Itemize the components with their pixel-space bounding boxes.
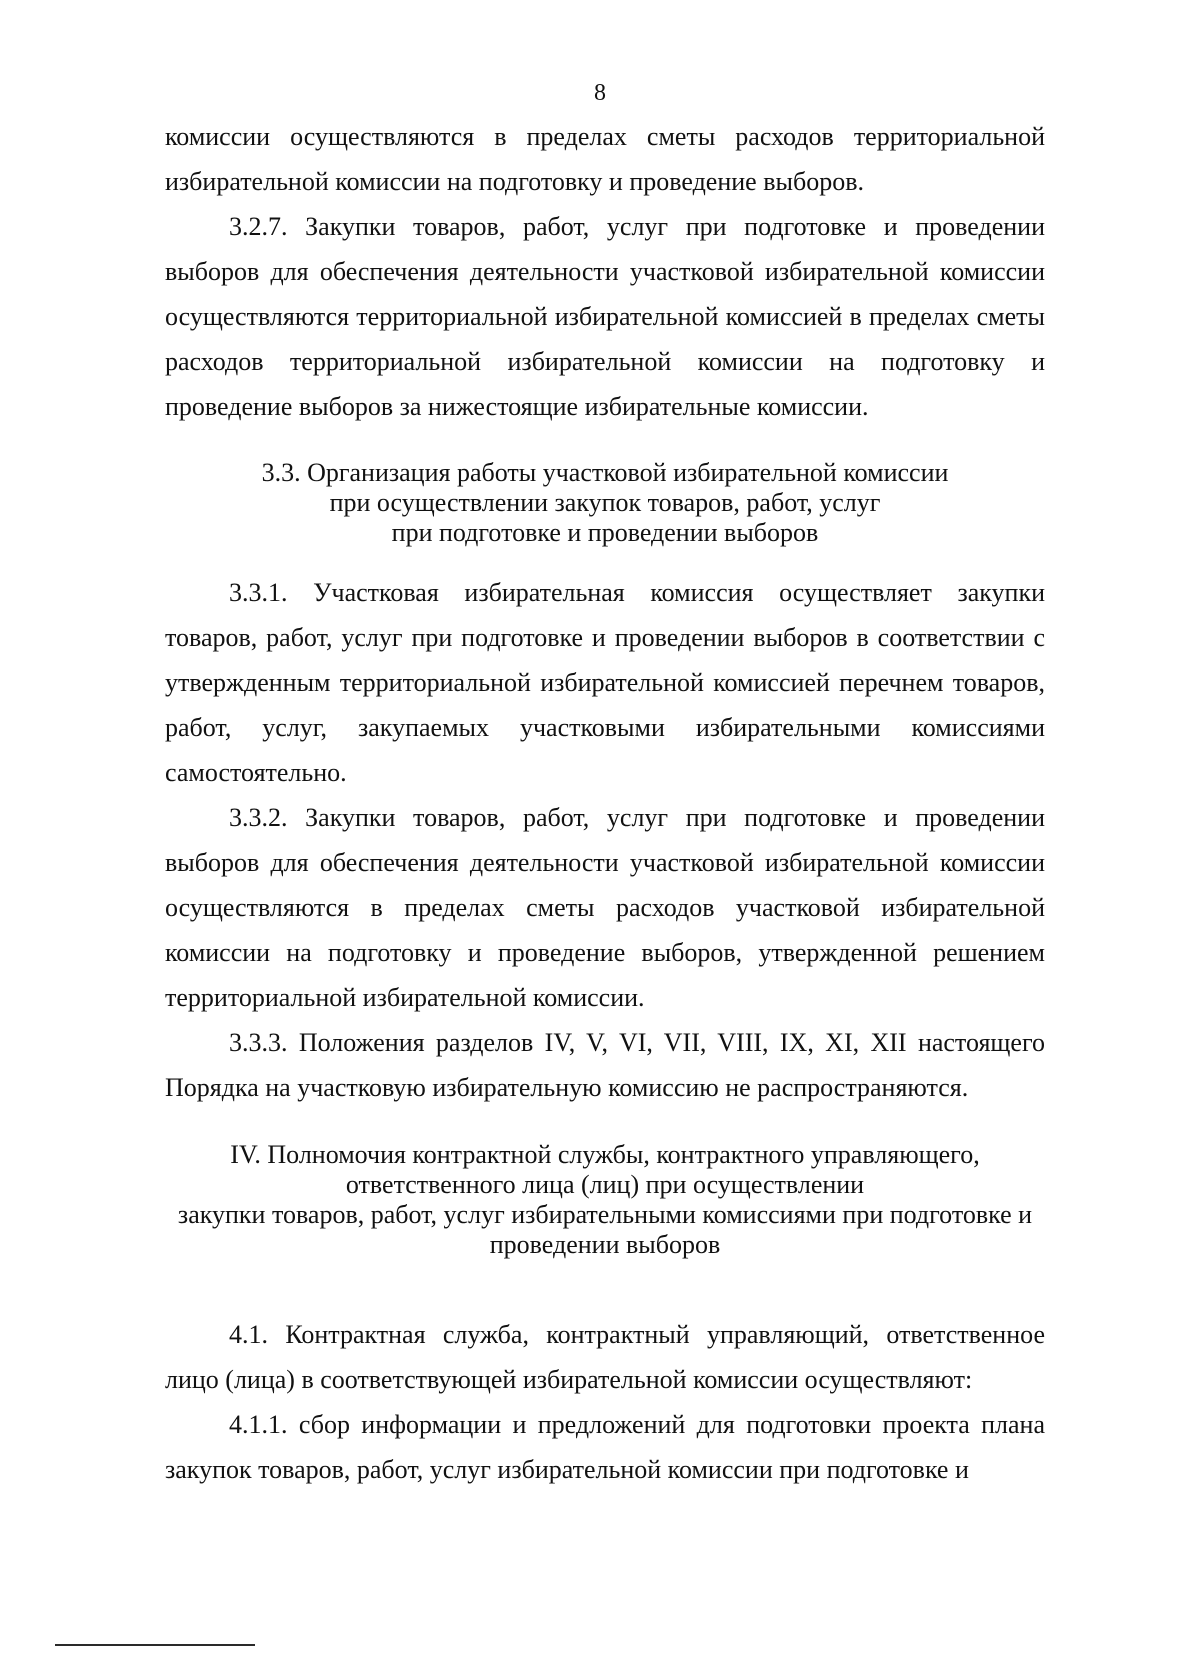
paragraph-continuation: комиссии осуществляются в пределах сметы расходов территориальной избирательной комиссии на подготовку и проведение выборов. xyxy=(165,122,1045,196)
section-3-2-block xyxy=(165,114,1045,429)
paragraph-4-1: 4.1. Контрактная служба, контрактный управляющий, ответственное лицо (лица) в соответствующей избирательной комиссии осуществляют: xyxy=(165,1320,1045,1394)
heading-line: IV. Полномочия контрактной службы, контрактного управляющего, xyxy=(230,1140,980,1169)
heading-line: при осуществлении закупок товаров, работ, услуг xyxy=(329,488,881,517)
heading-line: при подготовке и проведении выборов xyxy=(391,518,819,547)
section-3-3-heading xyxy=(165,458,1045,548)
paragraph-3-3-1: 3.3.1. Участковая избирательная комиссия осуществляет закупки товаров, работ, услуг при подготовке и проведении выборов в соответствии с утвержденным территориальной избирательной комиссией перечнем товаров, работ, услуг, закупаемых участковыми избирательными комиссиями самостоятельно. xyxy=(165,578,1045,787)
page-number: 8 xyxy=(594,80,606,106)
paragraph-4-1-1: 4.1.1. сбор информации и предложений для подготовки проекта плана закупок товаров, работ, услуг избирательной комиссии при подготовке и xyxy=(165,1410,1045,1484)
heading-line: 3.3. Организация работы участковой избирательной комиссии xyxy=(261,458,949,487)
section-4-heading xyxy=(165,1140,1045,1260)
section-3-3-block xyxy=(165,570,1045,1110)
heading-line: закупки товаров, работ, услуг избирательными комиссиями при подготовке и xyxy=(177,1200,1033,1229)
heading-line: ответственного лица (лиц) при осуществлении xyxy=(345,1170,865,1199)
footnote-divider xyxy=(55,1644,255,1646)
heading-line: проведении выборов xyxy=(489,1230,721,1259)
paragraph-3-3-3: 3.3.3. Положения разделов IV, V, VI, VII, VIII, IX, XI, XII настоящего Порядка на участковую избирательную комиссию не распространяются. xyxy=(165,1028,1045,1102)
section-4-block xyxy=(165,1312,1045,1492)
paragraph-3-3-2: 3.3.2. Закупки товаров, работ, услуг при подготовке и проведении выборов для обеспечения деятельности участковой избирательной комиссии осуществляются в пределах сметы расходов участковой избирательной комиссии на подготовку и проведение выборов, утвержденной решением территориальной избирательной комиссии. xyxy=(165,803,1045,1012)
paragraph-3-2-7: 3.2.7. Закупки товаров, работ, услуг при подготовке и проведении выборов для обеспечения деятельности участковой избирательной комиссии осуществляются территориальной избирательной комиссией в пределах сметы расходов территориальной избирательной комиссии на подготовку и проведение выборов за нижестоящие избирательные комиссии. xyxy=(165,212,1045,421)
